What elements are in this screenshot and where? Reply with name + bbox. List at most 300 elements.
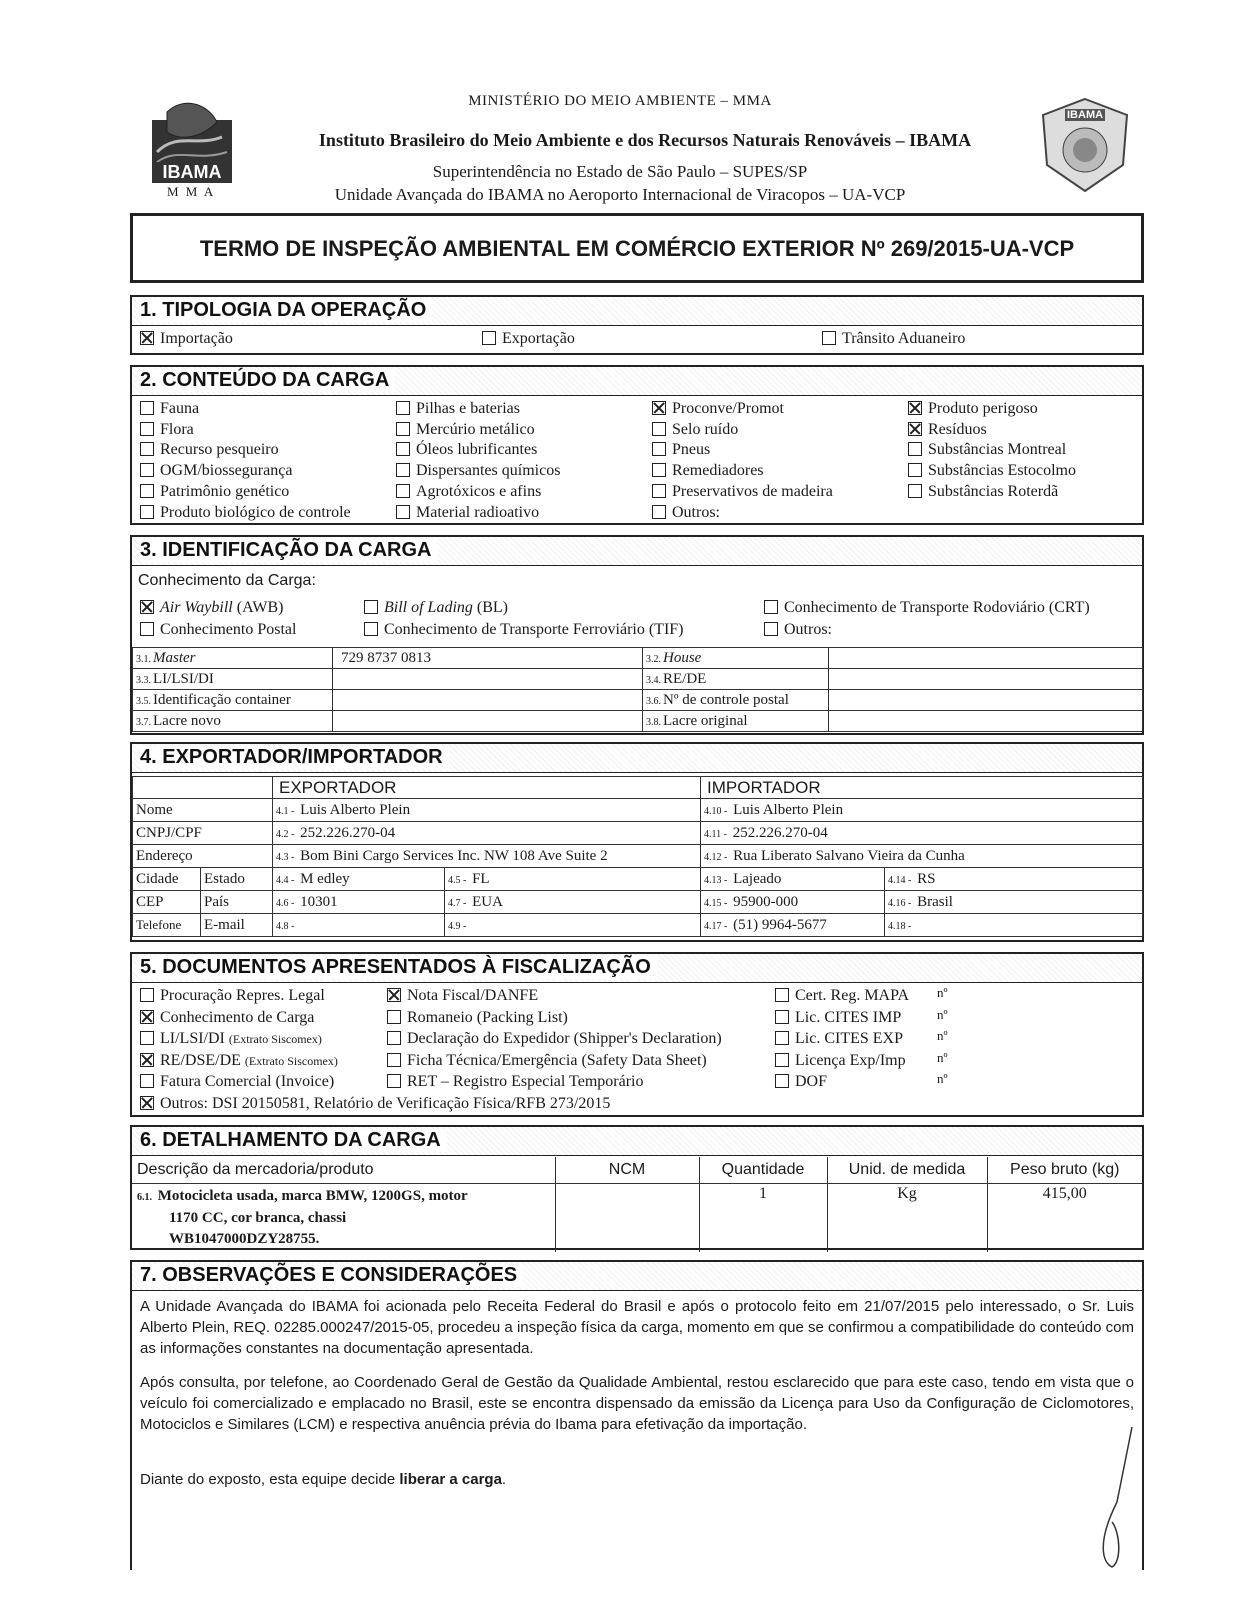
- field-label: Master: [153, 649, 196, 666]
- document-label: Procuração Repres. Legal: [160, 987, 325, 1004]
- cargo-description-line3: WB1047000DZY28755.: [169, 1230, 320, 1247]
- cargo-detail-table: [132, 1157, 1142, 1252]
- checkbox-empty-icon[interactable]: [775, 1074, 789, 1088]
- checkbox-label: Importação: [160, 330, 233, 347]
- checkbox-empty-icon[interactable]: [908, 442, 922, 456]
- checkbox-item[interactable]: [908, 400, 1038, 418]
- row-label-endereco: Endereço: [133, 845, 273, 868]
- checkbox-crt[interactable]: [764, 599, 1090, 617]
- checkbox-checked-icon[interactable]: [908, 422, 922, 436]
- field-label-cell: [133, 711, 333, 732]
- field-number: 4.4 -: [276, 874, 295, 886]
- quantity-value: 1: [699, 1183, 827, 1252]
- importer-phone-cell: [701, 914, 885, 937]
- checkbox-label: Óleos lubrificantes: [416, 441, 538, 459]
- checkbox-checked-icon[interactable]: [140, 331, 154, 345]
- checkbox-label: Material radioativo: [416, 503, 540, 521]
- section-observations: [130, 1260, 1144, 1570]
- field-label-cell: [643, 669, 829, 690]
- importer-phone: (51) 9964-5677: [733, 916, 827, 933]
- document-note: (Extrato Siscomex): [244, 1053, 338, 1068]
- checkbox-label: Substâncias Montreal: [928, 441, 1067, 459]
- checkbox-item[interactable]: [396, 483, 541, 501]
- checkbox-empty-icon[interactable]: [396, 422, 410, 436]
- importer-cep-cell: [701, 891, 885, 914]
- section-cargo-identification: [130, 535, 1144, 735]
- header-quantity: Quantidade: [699, 1157, 827, 1183]
- checkbox-item[interactable]: [652, 400, 784, 418]
- section-4-header: [132, 744, 1142, 773]
- document-label: Ficha Técnica/Emergência (Safety Data Sheet): [407, 1051, 707, 1069]
- checkbox-item[interactable]: [396, 462, 560, 480]
- checkbox-empty-icon[interactable]: [764, 622, 778, 636]
- document-checkbox[interactable]: [775, 1073, 827, 1091]
- exporter-cep: 10301: [300, 893, 338, 910]
- header-unit: Unid. de medida: [827, 1157, 987, 1183]
- section-6-header: [132, 1127, 1142, 1156]
- importer-cnpj: 252.226.270-04: [732, 824, 828, 841]
- checkbox-empty-icon[interactable]: [387, 1031, 401, 1045]
- field-label: Nº de controle postal: [663, 691, 789, 708]
- checkbox-item[interactable]: [140, 483, 289, 501]
- field-label-cell: [133, 648, 333, 669]
- blank-head-cell: [133, 777, 273, 799]
- importer-name-cell: [701, 799, 1143, 822]
- exporter-state: FL: [472, 870, 490, 887]
- exporter-email-cell: [445, 914, 701, 937]
- checkbox-checked-icon[interactable]: [140, 1096, 154, 1110]
- checkbox-empty-icon[interactable]: [140, 442, 154, 456]
- checkbox-label: Proconve/Promot: [672, 400, 784, 417]
- logo-text: IBAMA: [152, 162, 232, 183]
- checkbox-empty-icon[interactable]: [652, 463, 666, 477]
- field-number: 4.6 -: [276, 897, 295, 909]
- checkbox-empty-icon[interactable]: [822, 331, 836, 345]
- awb-abbr: (AWB): [236, 599, 284, 616]
- field-number: 3.3.: [136, 674, 151, 686]
- field-number: 4.17 -: [704, 920, 728, 932]
- number-label: nº: [937, 1049, 948, 1065]
- document-label: RET – Registro Especial Temporário: [407, 1073, 644, 1090]
- checkbox-empty-icon[interactable]: [775, 1031, 789, 1045]
- checkbox-empty-icon[interactable]: [652, 422, 666, 436]
- importer-cnpj-cell: [701, 822, 1143, 845]
- cargo-knowledge-label: Conhecimento da Carga:: [138, 572, 316, 589]
- field-number: 4.5 -: [448, 874, 467, 886]
- number-label: nº: [937, 1071, 948, 1086]
- checkbox-checked-icon[interactable]: [387, 988, 401, 1002]
- checkbox-label: Flora: [160, 420, 194, 438]
- institute-name: Instituto Brasileiro do Meio Ambiente e dos Recursos Naturais Renováveis – IBAMA: [318, 130, 972, 150]
- checkbox-label: Produto perigoso: [928, 400, 1038, 417]
- field-number: 4.8 -: [276, 920, 295, 932]
- section-exporter-importer: [130, 742, 1144, 942]
- checkbox-item[interactable]: [140, 462, 292, 480]
- field-number: 4.11 -: [704, 828, 727, 840]
- field-label-cell: [643, 711, 829, 732]
- field-value: [829, 690, 1143, 711]
- field-value: 729 8737 0813: [333, 648, 643, 669]
- checkbox-label: Recurso pesqueiro: [160, 441, 279, 459]
- field-number: 4.1 -: [276, 805, 295, 817]
- importer-country: Brasil: [917, 893, 953, 910]
- checkbox-empty-icon[interactable]: [396, 463, 410, 477]
- field-number: 4.14 -: [888, 874, 912, 886]
- checkbox-empty-icon[interactable]: [140, 505, 154, 519]
- document-note: (Extrato Siscomex): [228, 1032, 322, 1046]
- document-checkbox[interactable]: [140, 1009, 314, 1027]
- exporter-name-cell: [273, 799, 701, 822]
- number-label: nº: [937, 1028, 948, 1043]
- tif-label: Conhecimento de Transporte Ferroviário (TIF): [384, 621, 684, 638]
- checkbox-label: Preservativos de madeira: [672, 482, 833, 500]
- checkbox-label: Dispersantes químicos: [416, 462, 561, 480]
- checkbox-label: Patrimônio genético: [160, 482, 290, 500]
- checkbox-postal[interactable]: [140, 621, 296, 639]
- exporter-cnpj: 252.226.270-04: [300, 824, 396, 841]
- document-title-box: [130, 213, 1144, 283]
- field-number: 4.9 -: [448, 920, 467, 932]
- ibama-seal: [1035, 95, 1135, 195]
- importer-address-cell: [701, 845, 1143, 868]
- checkbox-empty-icon[interactable]: [140, 484, 154, 498]
- field-value: [829, 711, 1143, 732]
- section-6-title: 6. DETALHAMENTO DA CARGA: [140, 1129, 447, 1152]
- checkbox-empty-icon[interactable]: [140, 422, 154, 436]
- document-label: Cert. Reg. MAPA: [795, 987, 910, 1004]
- checkbox-tif[interactable]: [364, 621, 684, 639]
- checkbox-item[interactable]: [652, 421, 738, 439]
- checkbox-empty-icon[interactable]: [908, 463, 922, 477]
- document-label: Declaração do Expedidor (Shipper's Declaration): [407, 1030, 722, 1047]
- section-7-header: [132, 1262, 1142, 1291]
- checkbox-empty-icon[interactable]: [140, 988, 154, 1002]
- checkbox-label: Produto biológico de controle: [160, 503, 351, 521]
- checkbox-awb[interactable]: [140, 599, 283, 617]
- checkbox-empty-icon[interactable]: [140, 401, 154, 415]
- document-checkbox[interactable]: [775, 987, 909, 1005]
- conclusion-end: .: [501, 1471, 507, 1488]
- checkbox-checked-icon[interactable]: [652, 401, 666, 415]
- checkbox-label: Pilhas e baterias: [416, 400, 520, 417]
- section-3-header: [132, 537, 1142, 566]
- row-label-estado: Estado: [201, 868, 273, 891]
- field-number: 3.2.: [646, 653, 661, 665]
- field-number: 4.15 -: [704, 897, 728, 909]
- field-value: [333, 711, 643, 732]
- checkbox-empty-icon[interactable]: [482, 331, 496, 345]
- cargo-id-table: [132, 647, 1143, 732]
- cargo-description-line1: Motocicleta usada, marca BMW, 1200GS, motor: [157, 1187, 468, 1204]
- checkbox-item[interactable]: [908, 441, 1066, 459]
- checkbox-label: Trânsito Aduaneiro: [842, 330, 966, 347]
- section-cargo-content: [130, 365, 1144, 525]
- field-label-cell: [643, 648, 829, 669]
- section-cargo-details: [130, 1125, 1144, 1250]
- row-label-email: E-mail: [201, 914, 273, 937]
- other-documents: Outros: DSI 20150581, Relatório de Verificação Física/RFB 273/2015: [160, 1095, 611, 1112]
- document-label: DOF: [795, 1073, 828, 1090]
- checkbox-checked-icon[interactable]: [140, 600, 154, 614]
- exporter-phone-cell: [273, 914, 445, 937]
- outros-label: Outros:: [784, 621, 832, 638]
- checkbox-empty-icon[interactable]: [775, 988, 789, 1002]
- importer-cep: 95900-000: [733, 893, 799, 910]
- checkbox-importacao[interactable]: [140, 330, 233, 348]
- checkbox-empty-icon[interactable]: [396, 401, 410, 415]
- exporter-name: Luis Alberto Plein: [300, 801, 411, 818]
- document-checkbox[interactable]: [775, 1009, 901, 1027]
- cargo-description-line2: 1170 CC, cor branca, chassi: [169, 1209, 347, 1226]
- section-1-title: 1. TIPOLOGIA DA OPERAÇÃO: [140, 299, 432, 322]
- exporter-country-cell: [445, 891, 701, 914]
- checkbox-item[interactable]: [140, 400, 199, 418]
- document-label: LI/LSI/DI: [160, 1030, 225, 1047]
- checkbox-empty-icon[interactable]: [652, 505, 666, 519]
- field-label: Lacre original: [663, 712, 748, 729]
- conclusion-text: Diante do exposto, esta equipe decide: [140, 1471, 400, 1488]
- bl-abbr: (BL): [476, 599, 509, 616]
- document-label: RE/DSE/DE: [160, 1051, 241, 1069]
- checkbox-item[interactable]: [396, 504, 539, 522]
- checkbox-outros-docs[interactable]: [140, 1095, 610, 1113]
- checkbox-empty-icon[interactable]: [387, 1010, 401, 1024]
- checkbox-label: Substâncias Estocolmo: [928, 462, 1076, 480]
- document-checkbox[interactable]: [387, 1052, 707, 1070]
- document-label: Licença Exp/Imp: [795, 1051, 906, 1069]
- observation-paragraph-2: Após consulta, por telefone, ao Coordenado Geral de Gestão da Qualidade Ambiental, restou esclarecido que para este caso, tendo em vista que o veículo foi comercializado e emplacado no Brasil, este se encontra dispensado da emissão da Licença para Uso da Configuração de Ciclomotores, Motociclos e Similares (LCM) e respectiva anuência prévia do Ibama para efetivação da importação.: [140, 1374, 1134, 1433]
- document-checkbox[interactable]: [775, 1052, 906, 1070]
- checkbox-empty-icon[interactable]: [396, 484, 410, 498]
- row-label-pais: País: [201, 891, 273, 914]
- document-checkbox[interactable]: [140, 1073, 334, 1091]
- row-label-telefone: Telefone: [133, 914, 201, 937]
- awb-label: Air Waybill: [160, 599, 233, 616]
- field-number: 4.16 -: [888, 897, 912, 909]
- field-number: 4.13 -: [704, 874, 728, 886]
- checkbox-item[interactable]: [396, 400, 520, 418]
- conclusion-decision: liberar a carga: [399, 1471, 502, 1488]
- checkbox-item[interactable]: [652, 462, 764, 480]
- seal-text: IBAMA: [1067, 109, 1104, 121]
- document-label: Lic. CITES IMP: [795, 1008, 902, 1026]
- checkbox-item[interactable]: [140, 421, 194, 439]
- document-label: Conhecimento de Carga: [160, 1008, 315, 1026]
- exporter-header: EXPORTADOR: [273, 777, 701, 799]
- importer-state-cell: [885, 868, 1143, 891]
- unit-value: Kg: [827, 1183, 987, 1252]
- document-label: Fatura Comercial (Invoice): [160, 1073, 335, 1090]
- field-number: 3.1.: [136, 653, 151, 665]
- header-weight: Peso bruto (kg): [987, 1157, 1142, 1183]
- checkbox-label: Resíduos: [928, 420, 987, 438]
- logo-sub: M M A: [167, 184, 216, 199]
- row-label-nome: Nome: [133, 799, 273, 822]
- checkbox-label: Agrotóxicos e afins: [416, 482, 542, 500]
- field-label-cell: [133, 690, 333, 711]
- checkbox-empty-icon[interactable]: [364, 600, 378, 614]
- number-label: nº: [937, 985, 948, 1000]
- checkbox-checked-icon[interactable]: [908, 401, 922, 415]
- section-documents: [130, 952, 1144, 1117]
- ministry-name: MINISTÉRIO DO MEIO AMBIENTE – MMA: [468, 93, 772, 109]
- checkbox-item[interactable]: [652, 483, 833, 501]
- checkbox-transito[interactable]: [822, 330, 965, 348]
- checkbox-empty-icon[interactable]: [775, 1010, 789, 1024]
- exporter-state-cell: [445, 868, 701, 891]
- checkbox-bl[interactable]: [364, 599, 508, 617]
- section-2-header: [132, 367, 1142, 396]
- field-label: House: [663, 649, 702, 666]
- document-label: Romaneio (Packing List): [407, 1008, 568, 1026]
- checkbox-empty-icon[interactable]: [140, 1031, 154, 1045]
- checkbox-item[interactable]: [140, 441, 279, 459]
- cargo-description-cell: [132, 1183, 555, 1252]
- document-checkbox[interactable]: [140, 1052, 338, 1070]
- checkbox-empty-icon[interactable]: [396, 442, 410, 456]
- exporter-address: Bom Bini Cargo Services Inc. NW 108 Ave Suite 2: [300, 847, 608, 864]
- document-checkbox[interactable]: [387, 987, 538, 1005]
- unit-name: Unidade Avançada do IBAMA no Aeroporto Internacional de Viracopos – UA-VCP: [334, 185, 906, 204]
- section-5-title: 5. DOCUMENTOS APRESENTADOS À FISCALIZAÇÃO: [140, 956, 657, 979]
- checkbox-label: Fauna: [160, 400, 200, 417]
- checkbox-empty-icon[interactable]: [764, 600, 778, 614]
- row-label-cep: CEP: [133, 891, 201, 914]
- field-label-cell: [643, 690, 829, 711]
- checkbox-empty-icon[interactable]: [396, 505, 410, 519]
- row-number: 6.1.: [137, 1191, 152, 1203]
- exporter-city-cell: [273, 868, 445, 891]
- field-label: RE/DE: [663, 670, 707, 687]
- field-number: 4.2 -: [276, 828, 295, 840]
- section-3-title: 3. IDENTIFICAÇÃO DA CARGA: [140, 539, 437, 562]
- field-number: 3.7.: [136, 716, 151, 728]
- observation-paragraph-3: [140, 1469, 1134, 1490]
- field-label-cell: [133, 669, 333, 690]
- checkbox-item[interactable]: [908, 421, 987, 439]
- importer-address: Rua Liberato Salvano Vieira da Cunha: [733, 847, 965, 864]
- header-ncm: NCM: [555, 1157, 699, 1183]
- row-label-cnpj: CNPJ/CPF: [133, 822, 273, 845]
- field-number: 3.4.: [646, 674, 661, 686]
- checkbox-label: Selo ruído: [672, 420, 739, 438]
- header-description: Descrição da mercadoria/produto: [132, 1157, 555, 1183]
- checkbox-empty-icon[interactable]: [775, 1053, 789, 1067]
- section-4-title: 4. EXPORTADOR/IMPORTADOR: [140, 746, 449, 769]
- checkbox-item[interactable]: [396, 441, 537, 459]
- checkbox-item[interactable]: [396, 421, 535, 439]
- field-label: Identificação container: [153, 691, 291, 708]
- signature-mark: [1092, 1422, 1142, 1572]
- crt-label: Conhecimento de Transporte Rodoviário (CRT): [784, 599, 1090, 616]
- field-number: 4.12 -: [704, 851, 728, 863]
- field-number: 4.10 -: [704, 805, 728, 817]
- checkbox-empty-icon[interactable]: [140, 463, 154, 477]
- document-label: Nota Fiscal/DANFE: [407, 987, 539, 1004]
- checkbox-label: Mercúrio metálico: [416, 420, 535, 438]
- document-checkbox[interactable]: [387, 1073, 643, 1091]
- document-checkbox[interactable]: [140, 987, 325, 1005]
- field-value: [333, 690, 643, 711]
- checkbox-label: Exportação: [502, 330, 575, 347]
- field-value: [829, 669, 1143, 690]
- section-7-title: 7. OBSERVAÇÕES E CONSIDERAÇÕES: [140, 1264, 523, 1287]
- importer-state: RS: [917, 870, 936, 887]
- bl-label: Bill of Lading: [384, 599, 473, 616]
- checkbox-empty-icon[interactable]: [140, 622, 154, 636]
- checkbox-checked-icon[interactable]: [140, 1053, 154, 1067]
- checkbox-empty-icon[interactable]: [908, 484, 922, 498]
- checkbox-label: Pneus: [672, 441, 711, 459]
- checkbox-item[interactable]: [652, 504, 720, 522]
- field-label: LI/LSI/DI: [153, 670, 214, 687]
- document-checkbox[interactable]: [775, 1030, 903, 1048]
- row-label-cidade: Cidade: [133, 868, 201, 891]
- checkbox-label: OGM/biossegurança: [160, 462, 293, 480]
- checkbox-item[interactable]: [908, 483, 1058, 501]
- field-value: [333, 669, 643, 690]
- checkbox-outros-transport[interactable]: [764, 621, 832, 639]
- importer-name: Luis Alberto Plein: [733, 801, 844, 818]
- checkbox-empty-icon[interactable]: [652, 484, 666, 498]
- exporter-country: EUA: [472, 893, 503, 910]
- number-label: nº: [937, 1006, 948, 1022]
- document-label: Lic. CITES EXP: [795, 1030, 903, 1047]
- field-number: 3.5.: [136, 695, 151, 707]
- section-2-title: 2. CONTEÚDO DA CARGA: [140, 369, 395, 392]
- checkbox-label: Remediadores: [672, 462, 764, 480]
- exporter-cnpj-cell: [273, 822, 701, 845]
- ncm-value: [555, 1183, 699, 1252]
- checkbox-item[interactable]: [908, 462, 1076, 480]
- exporter-importer-table: [132, 776, 1143, 937]
- field-number: 4.18 -: [888, 920, 912, 932]
- document-title: TERMO DE INSPEÇÃO AMBIENTAL EM COMÉRCIO EXTERIOR Nº 269/2015-UA-VCP: [199, 236, 1075, 261]
- checkbox-empty-icon[interactable]: [387, 1074, 401, 1088]
- checkbox-item[interactable]: [652, 441, 710, 459]
- field-label: Lacre novo: [153, 712, 221, 729]
- exporter-address-cell: [273, 845, 701, 868]
- importer-header: IMPORTADOR: [701, 777, 1143, 799]
- observation-paragraph-1: A Unidade Avançada do IBAMA foi acionada pelo Receita Federal do Brasil e após o protocolo feito em 21/07/2015 pelo interessado, o Sr. Luis Alberto Plein, REQ. 02285.000247/2015-05, procedeu a inspeção física da carga, momento em que se confirmou a compatibilidade do conteúdo com as informações constantes na documentação apresentada.: [140, 1298, 1134, 1357]
- checkbox-checked-icon[interactable]: [140, 1010, 154, 1024]
- importer-country-cell: [885, 891, 1143, 914]
- exporter-city: M edley: [300, 870, 350, 887]
- checkbox-item[interactable]: [140, 504, 351, 522]
- field-number: 4.3 -: [276, 851, 295, 863]
- checkbox-empty-icon[interactable]: [140, 1074, 154, 1088]
- checkbox-exportacao[interactable]: [482, 330, 575, 348]
- field-number: 3.6.: [646, 695, 661, 707]
- document-checkbox[interactable]: [140, 1030, 322, 1048]
- superintendence: Superintendência no Estado de São Paulo – SUPES/SP: [432, 162, 808, 181]
- field-value: [829, 648, 1143, 669]
- checkbox-empty-icon[interactable]: [387, 1053, 401, 1067]
- postal-label: Conhecimento Postal: [160, 621, 297, 638]
- weight-value: 415,00: [1042, 1184, 1087, 1202]
- checkbox-empty-icon[interactable]: [652, 442, 666, 456]
- importer-city-cell: [701, 868, 885, 891]
- section-operation-type: [130, 295, 1144, 355]
- document-checkbox[interactable]: [387, 1030, 722, 1048]
- checkbox-empty-icon[interactable]: [364, 622, 378, 636]
- checkbox-label: Outros:: [672, 503, 720, 521]
- document-checkbox[interactable]: [387, 1009, 568, 1027]
- importer-email-cell: [885, 914, 1143, 937]
- exporter-cep-cell: [273, 891, 445, 914]
- section-5-header: [132, 954, 1142, 983]
- field-number: 4.7 -: [448, 897, 467, 909]
